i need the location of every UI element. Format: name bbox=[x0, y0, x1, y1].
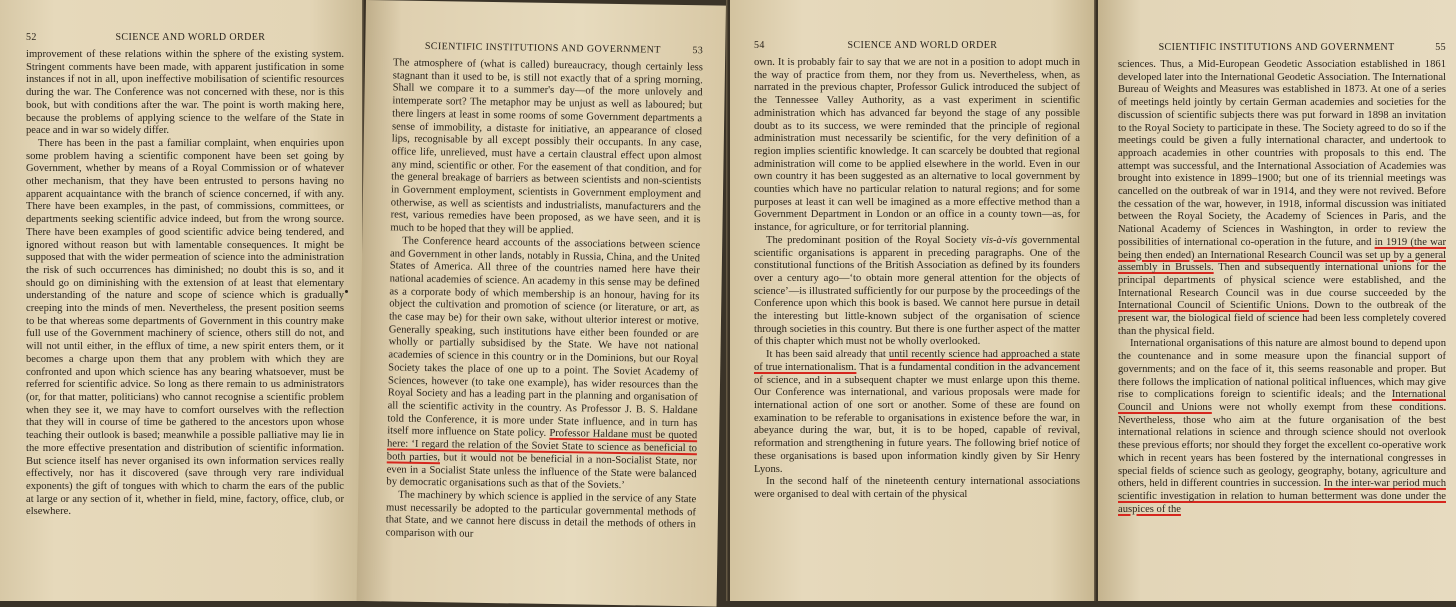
paragraph bbox=[386, 489, 697, 545]
text-segment: Then and subsequently international unions for the principal departments of physical science were established, and the International Research Council was in due course succeeded by the bbox=[1118, 262, 1446, 299]
running-title: SCIENCE AND WORLD ORDER bbox=[847, 40, 998, 51]
paragraph bbox=[26, 49, 344, 138]
page-header bbox=[754, 40, 1080, 51]
page-number: 54 bbox=[754, 40, 765, 51]
paragraph bbox=[754, 235, 1080, 349]
page-number: 55 bbox=[1435, 42, 1446, 53]
text-segment: Down to the outbreak of the present war, the biological field of science had been less completely covered than the physical field. bbox=[1118, 300, 1446, 337]
page-54 bbox=[730, 0, 1094, 601]
text-segment: but it would not be beneficial in a non-Socialist State, nor even in a Socialist State unless the influence of the State were balanced by democratic organisations such as that of the Soviets.’ bbox=[386, 452, 697, 492]
underlined-passage: International Council of Scientific Unions. bbox=[1118, 300, 1310, 312]
page-body bbox=[386, 57, 704, 545]
text-segment: International organisations of this nature are almost bound to depend upon the countenance and in some measure upon the financial support of governments; and on the face of it, this seems reasonable and proper. But there follows the implication of national political influences, which may give rise to complications foreign to scientific ideals; and the bbox=[1118, 338, 1446, 401]
page-body bbox=[26, 49, 344, 519]
text-segment: improvement of these relations within the sphere of the existing system. Stringent comments have been made, with apparent justification in some instances if not in all, upon ineffective mobilisation of scientific resources during the war. The Conference was not concerned with these, nor is this book, but with conditions after the war. The point is worth making here, because the problems of applying science to the welfare of the State in peace and in war so widely differ. bbox=[26, 49, 344, 137]
text-segment: were not wholly exempt from these conditions. Nevertheless, those who aim at the future organisation of the best international relations in science and through science should not overlook these previous efforts; nor should they forget the excellent co-operative work which in recent years has been fostered by the international congresses in special fields of science such as geology, geography, botany, agriculture and others, held in different countries in succession. bbox=[1118, 401, 1446, 490]
page-header bbox=[26, 32, 344, 43]
paragraph bbox=[754, 476, 1080, 501]
page-header bbox=[1118, 42, 1446, 53]
page-number: 53 bbox=[692, 45, 704, 57]
text-segment: It has been said already that bbox=[766, 349, 889, 361]
text-segment: In the second half of the nineteenth century international associations were organised to deal with certain of the physical bbox=[754, 476, 1080, 500]
paragraph bbox=[754, 349, 1080, 476]
text-segment: The predominant position of the Royal Society bbox=[766, 234, 982, 246]
underlined-passage: until recently science had approached a state of true internationalism. bbox=[754, 349, 1080, 373]
running-title: SCIENCE AND WORLD ORDER bbox=[115, 32, 266, 43]
text-segment: There has been in the past a familiar complaint, when enquiries upon some problem having a scientific component have been set going by Government, whether by means of a Royal Commission or of whatever other mechanism, that they have been entrusted to persons having no apparent acquaintance with the branch of science concerned, if with any. There have been examples, in the past, of commissions, committees, or departments seeking scientific advice indeed, but from the wrong source. There have been examples of good scientific advice being tendered, and ignored without reason but with lamentable consequences. It might be supposed that with the wider permeation of science into the administration the risk of such occurrences has diminished; no doubt this is so, and it should go on diminishing with the extension of at least that elementary understanding of the nature and scope of science which is gradually creeping into the minds of men. Nevertheless, the present position seems to be that whereas some departments of Government in this country make full use of the Government machinery of science, others still do not, and will not until either, in the efflux of time, a new spirit enters them, or it becomes a charge upon them that any problem with which they are confronted and upon which science has any bearing whatsoever, must be referred for scientific advice. So long as there remain to us administrators (or, for that matter, politicians) who cannot recognise a scientific problem when they see it, we may have to comfort ourselves with the reflection that they will in course of time be gathered to the ancestors upon whose teaching their outlook is based; meanwhile a possible palliative may lie in the more effective presentation and distribution of scientific information. But science itself has never organised its own information services really effectively, nor has it discovered (save through very rare individual exponents) the gift of tongues with which to charm the ears of the public at large or any section of it, whether in field, mine, factory, office, club, or elsewhere. bbox=[26, 137, 344, 518]
text-segment: own. It is probably fair to say that we are not in a position to adopt much in the way of practice from them, nor they from us. Nevertheless, when, as narrated in the previous chapter, Professor Gulick introduced the subject of the Tennessee Valley Authority, as a vast experiment in scientific administration which has advanced far beyond the stage of any possible doubt as to its success, we were reminded that the principle of regional administration must necessarily be scientific, for the very definition of a region implies scientific knowledge. It can scarcely be doubted that regional administration will come to be applied elsewhere in the world. Even in our own country it has been suggested as an alternative to local government by counties which have no particular relation to natural regions; and for some purposes at least it can well be imagined as a more effective method than a Government Department in London or an office in a county town—as, for instance, for agriculture, or for territorial planning. bbox=[754, 57, 1080, 234]
page-55 bbox=[1098, 0, 1456, 601]
text-segment: That is a fundamental condition in the advancement of science, and in a subsequent chapter we must enlarge upon this theme. Our Conference was international, and various proposals were made for international action of one sort or another. Some of these are found on examination to be referable to organisations in existence before the war, in abeyance during the war, but, it is to be hoped, capable of revival, reformation and strengthening in future years. The following brief notice of these organisations is based upon information kindly given by Sir Henry Lyons. bbox=[754, 361, 1080, 475]
text-segment: sciences. Thus, a Mid-European Geodetic Association established in 1861 developed later into the International Geodetic Association. The International Bureau of Weights and Measures was established in 1873. At one of a series of meetings held jointly by certain German academies and societies for the discussion of scientific subjects there was put forward in 1898 an invitation to the Royal Society to participate in these. The Society agreed to do so if the meetings could be given a fully international character, and undertook to approach academies in other countries with proposals to this end. The attempt was successful, and the International Association of Academies was brought into existence in 1899–1900; but one of its triennial meetings was cancelled on the outbreak of war in 1914, and they were not revived. Before the cessation of the war, however, in 1918, informal discussion was initiated between the Royal Society, the Academy of Sciences in Paris, and the National Academy of Sciences in Washington, in order to review the possibilities of international co-operation in the future, and bbox=[1118, 59, 1446, 248]
underlined-passage: In the inter-war period much scientific investigation in relation to human betterment was done under the auspices of the bbox=[1118, 478, 1446, 515]
italic-text: vis-à-vis bbox=[981, 234, 1018, 246]
running-title: SCIENTIFIC INSTITUTIONS AND GOVERNMENT bbox=[1158, 42, 1395, 53]
text-segment: The machinery by which science is applied in the service of any State must necessarily be adopted to the particular governmental methods of that State, and we cannot here discuss in detail the methods of others in comparison with our bbox=[385, 489, 697, 540]
underlined-passage: International Council and Unions bbox=[1118, 389, 1446, 413]
page-header bbox=[393, 40, 703, 56]
page-number: 52 bbox=[26, 32, 37, 43]
page-53 bbox=[357, 0, 726, 607]
page-52 bbox=[0, 0, 364, 601]
paragraph bbox=[754, 57, 1080, 235]
underlined-passage: Professor Haldane must be quoted here: ‘I regard the relation of the Soviet State to science as beneficial to both parties, bbox=[386, 428, 698, 464]
text-segment: The Conference heard accounts of the associations between science and Government in other lands, notably in Russia, China, and the United States of America. All three of the countries named here have their national academies of science. An academy in this sense may be defined as a corporate body of which membership is an honour, having for its object the cultivation and promotion of science (or literature, or art, as the case may be) for their own sake, without ulterior interest or motive. Generally speaking, such institutions have either been founded or are wholly or partially subsidised by the State. We have not national academies of science in this country or in the Dominions, but our Royal Society takes the place of one up to a point. The Soviet Academy of Sciences, however (to take one example), has wider resources than the Royal Society and has a leading part in the planning and organisation of all the scientific activity in the country. As Professor J. B. S. Haldane told the Conference, it is more under State influence, and in turn has itself more influence on State policy. bbox=[387, 235, 701, 440]
paragraph bbox=[390, 57, 703, 240]
underlined-passage: in 1919 (the war being then ended) an International Research Council was set up by a general assembly in Brussels. bbox=[1118, 236, 1446, 274]
page-body bbox=[1118, 59, 1446, 516]
running-title: SCIENTIFIC INSTITUTIONS AND GOVERNMENT bbox=[424, 40, 661, 56]
paragraph bbox=[1118, 338, 1446, 516]
margin-mark bbox=[345, 290, 348, 293]
text-segment: The atmosphere of (what is called) bureaucracy, though certainly less stagnant than it used to be, is still not exactly that of a spring morning. Shall we compare it to a summer's day—of the more unlovely and intemperate sort? The metaphor may be unjust as well as laboured; but there lingers at least in some rooms of some Government departments a sense of immobility, a distaste for initiative, an appearance of closed lips, recognisable by all except possibly their occupants. In any case, office life, unrelieved, must have a certain claustral effect upon almost any mind, scientific or other. For the easement of that condition, and for the general breakage of barriers as between scientists and non-scientists in Government employment, scientists in Government employment and otherwise, as well as scientists and industrialists, manufacturers and the rest, various remedies have been proposed, as we have seen, and it is much to be hoped that they will be applied. bbox=[390, 57, 704, 237]
paragraph bbox=[1118, 59, 1446, 338]
text-segment: governmental scientific organisations is apparent in preceding paragraphs. One of the constitutional functions of the British Association as defined by its founders over a century ago—‘to obtain more general attention for the objects of science’—is illustrated sufficiently for our purpose by the proceedings of the Conference upon which this book is based. We cannot here pursue in detail the interesting but little-known subject of the organisation of science through societies in this country. But there is one further aspect of the matter of this chapter which must not be wholly overlooked. bbox=[754, 234, 1080, 348]
paragraph bbox=[386, 235, 700, 494]
page-body bbox=[754, 57, 1080, 502]
paragraph bbox=[26, 138, 344, 519]
